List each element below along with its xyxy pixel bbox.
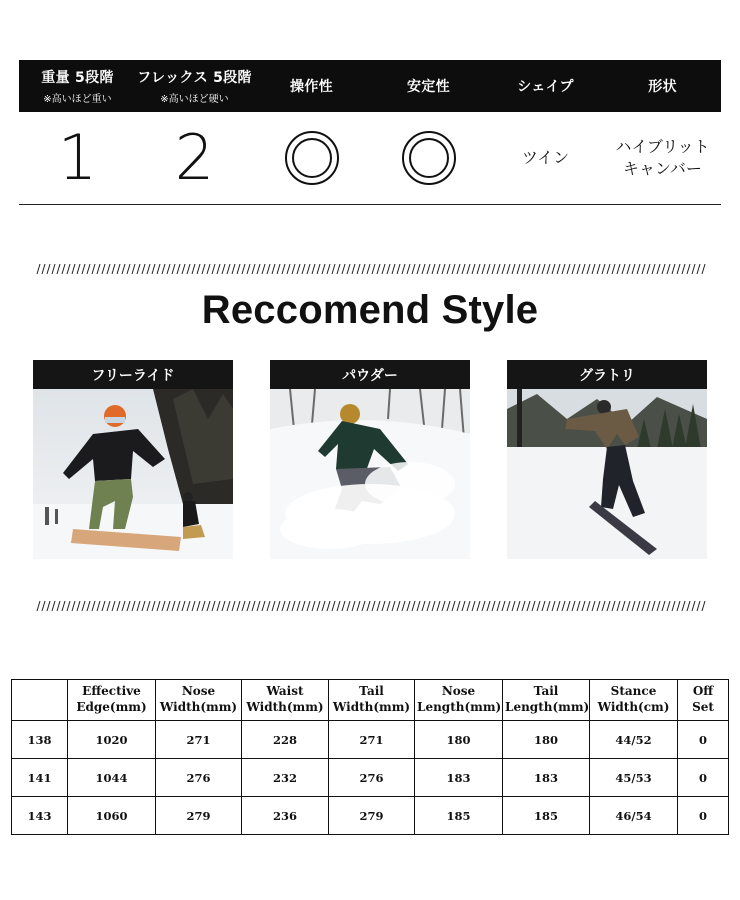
header-handling-title: 操作性 xyxy=(290,79,333,95)
style-label-jib: グラトリ xyxy=(507,360,707,389)
spec-header-line1: Stance xyxy=(610,684,657,699)
weight-value: 1 xyxy=(57,121,98,194)
spec-value-cell: 271 xyxy=(156,721,242,759)
spec-value-cell: 228 xyxy=(242,721,329,759)
recommend-style-title: Reccomend Style xyxy=(201,288,539,332)
profile-value-line1: ハイブリット xyxy=(615,137,710,157)
spec-header-cell xyxy=(503,680,590,721)
profile-cell xyxy=(604,112,721,204)
profile-value xyxy=(615,136,709,179)
header-flex-note: ※高いほど硬い xyxy=(160,94,229,105)
header-flex-title: フレックス 5段階 xyxy=(137,70,252,86)
spec-header-line2: Length(mm) xyxy=(417,700,502,714)
rating-header-row xyxy=(19,60,721,112)
double-circle-icon xyxy=(402,131,456,185)
spec-header-line1: Off xyxy=(692,684,714,699)
spec-value-cell: 44/52 xyxy=(590,721,678,759)
slash-pattern xyxy=(36,600,706,612)
spec-header-cell xyxy=(590,680,678,721)
table-row xyxy=(12,797,729,835)
rating-value-row xyxy=(19,112,721,205)
spec-value-cell: 0 xyxy=(678,797,729,835)
spec-header-line1: Nose xyxy=(441,684,476,699)
slash-divider-bottom xyxy=(36,600,706,612)
spec-header-row xyxy=(12,680,729,721)
spec-value-cell: 0 xyxy=(678,721,729,759)
spec-value-cell: 276 xyxy=(156,759,242,797)
slash-divider-top xyxy=(36,263,706,275)
spec-value-cell: 1020 xyxy=(68,721,156,759)
style-card-powder xyxy=(270,360,470,559)
spec-header-line1: Tail xyxy=(533,684,559,699)
header-stability-title: 安定性 xyxy=(407,79,450,95)
header-handling xyxy=(253,60,370,112)
powder-photo xyxy=(270,389,470,559)
spec-value-cell: 180 xyxy=(503,721,590,759)
spec-header-cell xyxy=(68,680,156,721)
freeride-photo xyxy=(33,389,233,559)
spec-value-cell: 1044 xyxy=(68,759,156,797)
header-weight-note: ※高いほど重い xyxy=(43,94,112,105)
spec-value-cell: 271 xyxy=(329,721,415,759)
spec-header-line2: Width(mm) xyxy=(159,700,238,714)
spec-value-cell: 45/53 xyxy=(590,759,678,797)
header-shape-title: シェイプ xyxy=(517,79,574,95)
stability-cell xyxy=(370,112,487,204)
spec-value-cell: 1060 xyxy=(68,797,156,835)
spec-header-line2: Length(mm) xyxy=(505,700,590,714)
spec-header-cell xyxy=(329,680,415,721)
board-length-cell: 138 xyxy=(12,721,68,759)
spec-header-line2: Set xyxy=(692,700,714,714)
shape-value: ツイン xyxy=(521,148,570,168)
spec-value-cell: 232 xyxy=(242,759,329,797)
spec-header-cell xyxy=(415,680,503,721)
spec-value-cell: 279 xyxy=(329,797,415,835)
spec-header-line2: Width(mm) xyxy=(332,700,411,714)
spec-value-cell: 46/54 xyxy=(590,797,678,835)
header-weight-title: 重量 5段階 xyxy=(41,70,114,86)
flex-value: 2 xyxy=(174,121,215,194)
spec-header-line1: Waist xyxy=(266,684,304,699)
weight-cell xyxy=(19,112,136,204)
double-circle-icon xyxy=(285,131,339,185)
spec-value-cell: 180 xyxy=(415,721,503,759)
spec-body xyxy=(12,721,729,835)
spec-value-cell: 276 xyxy=(329,759,415,797)
table-row xyxy=(12,759,729,797)
rating-table xyxy=(19,60,721,205)
spec-value-cell: 279 xyxy=(156,797,242,835)
spec-header-cell xyxy=(12,680,68,721)
spec-header-cell xyxy=(678,680,729,721)
spec-header-cell xyxy=(242,680,329,721)
spec-value-cell: 183 xyxy=(415,759,503,797)
style-card-jib xyxy=(507,360,707,559)
profile-value-line2: キャンバー xyxy=(623,159,702,178)
style-label-powder: パウダー xyxy=(270,360,470,389)
spec-header-line1: Effective xyxy=(82,684,141,699)
header-shape xyxy=(487,60,604,112)
spec-table xyxy=(11,679,729,835)
board-length-cell: 143 xyxy=(12,797,68,835)
board-length-cell: 141 xyxy=(12,759,68,797)
header-stability xyxy=(370,60,487,112)
header-profile xyxy=(604,60,721,112)
shape-cell xyxy=(487,112,604,204)
spec-header-line1: Tail xyxy=(359,684,384,699)
spec-value-cell: 185 xyxy=(503,797,590,835)
header-flex xyxy=(136,60,253,112)
spec-value-cell: 0 xyxy=(678,759,729,797)
slash-pattern xyxy=(36,263,706,275)
spec-header-line2: Width(mm) xyxy=(246,700,324,714)
table-row xyxy=(12,721,729,759)
style-card-freeride xyxy=(33,360,233,559)
spec-header-line1: Nose xyxy=(181,684,216,699)
handling-cell xyxy=(253,112,370,204)
flex-cell xyxy=(136,112,253,204)
spec-value-cell: 183 xyxy=(503,759,590,797)
spec-header-cell xyxy=(156,680,242,721)
header-weight xyxy=(19,60,136,112)
style-label-freeride: フリーライド xyxy=(33,360,233,389)
header-profile-title: 形状 xyxy=(648,79,677,95)
jib-photo xyxy=(507,389,707,559)
spec-value-cell: 236 xyxy=(242,797,329,835)
spec-header-line2: Edge(mm) xyxy=(76,700,147,714)
spec-header-line2: Width(cm) xyxy=(597,700,670,714)
spec-value-cell: 185 xyxy=(415,797,503,835)
